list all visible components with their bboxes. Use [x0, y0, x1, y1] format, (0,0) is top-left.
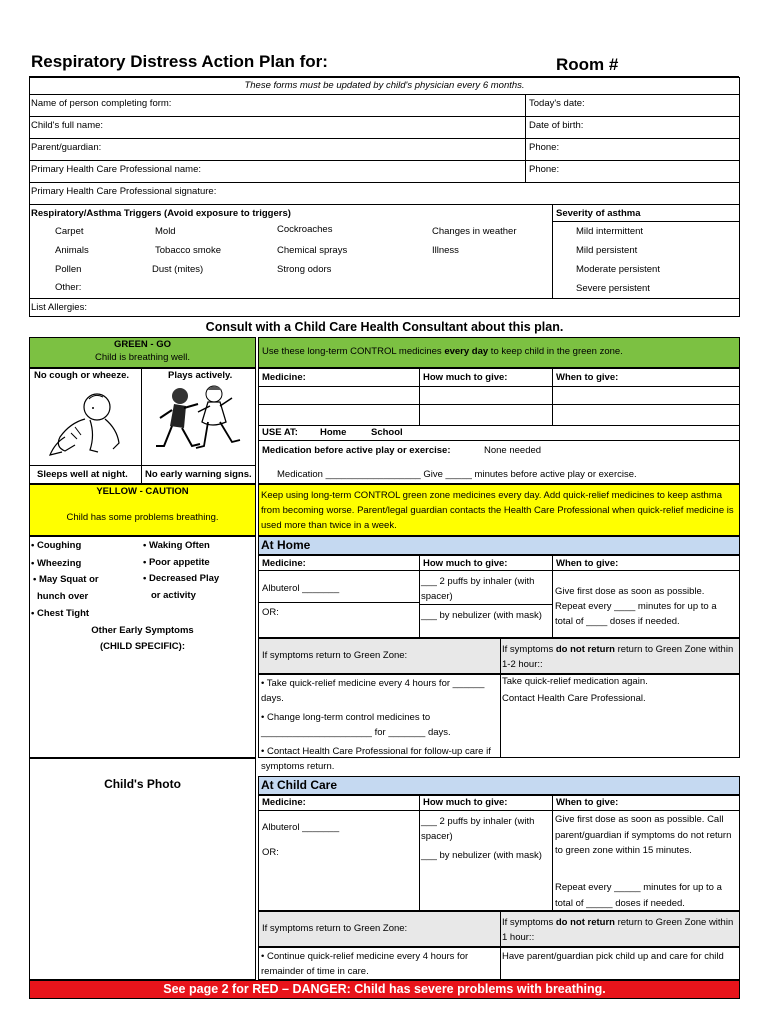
severity-moderate-persistent[interactable]: Moderate persistent: [576, 264, 660, 275]
update-notice: These forms must be updated by child's physician every 6 months.: [244, 80, 525, 91]
trigger-pollen[interactable]: Pollen: [55, 264, 82, 275]
green-control-text: Use these long-term CONTROL medicines every day to keep child in the green zone.: [262, 346, 623, 357]
allergies-field[interactable]: List Allergies:: [31, 302, 87, 313]
child-photo-box[interactable]: [29, 758, 256, 980]
trigger-illness[interactable]: Illness: [432, 245, 459, 256]
todays-date-field[interactable]: Today's date:: [529, 98, 585, 109]
home-nebulizer[interactable]: ___ by nebulizer (with mask): [421, 610, 542, 621]
sleeps-label: Sleeps well at night.: [37, 469, 128, 480]
symptom-hunch: hunch over: [37, 591, 89, 602]
green-howmuch-header: How much to give:: [423, 372, 508, 383]
consult-heading: Consult with a Child Care Health Consultant about this plan.: [205, 320, 564, 334]
trigger-cockroaches[interactable]: Cockroaches: [277, 224, 333, 235]
home-change-control[interactable]: • Change long-term control medicines to _____________________ for _______ days.: [261, 712, 451, 738]
name-completing-field[interactable]: Name of person completing form:: [31, 98, 172, 109]
severity-severe-persistent[interactable]: Severe persistent: [576, 283, 650, 294]
yellow-title: YELLOW - CAUTION: [96, 486, 189, 497]
parent-phone-field[interactable]: Phone:: [529, 142, 560, 153]
home-medicine-header: Medicine:: [262, 558, 306, 569]
symptom-coughing: • Coughing: [31, 540, 82, 551]
trigger-odors[interactable]: Strong odors: [277, 264, 332, 275]
trigger-mold[interactable]: Mold: [155, 226, 176, 237]
no-cough-label: No cough or wheeze.: [34, 370, 130, 381]
care-nebulizer[interactable]: ___ by nebulizer (with mask): [421, 850, 542, 861]
none-needed-option[interactable]: None needed: [484, 445, 542, 456]
phcp-name-field[interactable]: Primary Health Care Professional name:: [31, 164, 202, 175]
room-label: Room #: [556, 55, 619, 74]
use-at-home[interactable]: Home: [320, 427, 347, 438]
no-warning-label: No early warning signs.: [145, 469, 252, 480]
home-puffs[interactable]: ___ 2 puffs by inhaler (with spacer): [421, 576, 535, 602]
symptom-decreased-play: • Decreased Play: [143, 573, 220, 584]
green-medicine-header: Medicine:: [262, 372, 306, 383]
plays-label: Plays actively.: [168, 370, 233, 381]
symptom-wheezing: • Wheezing: [31, 558, 82, 569]
care-first-dose: Give first dose as soon as possible. Call parent/guardian if symptoms do not return to green zone within 15 minutes.: [555, 814, 732, 856]
child-name-field[interactable]: Child's full name:: [31, 120, 104, 131]
dob-field[interactable]: Date of birth:: [529, 120, 584, 131]
trigger-carpet[interactable]: Carpet: [55, 226, 84, 237]
care-howmuch-header: How much to give:: [423, 797, 508, 808]
before-activity-label: Medication before active play or exercise:: [262, 445, 451, 456]
child-photo-label: Child's Photo: [104, 777, 181, 791]
care-puffs[interactable]: ___ 2 puffs by inhaler (with spacer): [421, 816, 535, 842]
care-when-header: When to give:: [556, 797, 619, 808]
green-when-header: When to give:: [556, 372, 619, 383]
home-take-again: Take quick-relief medication again.: [502, 676, 648, 687]
form-title: Respiratory Distress Action Plan for:: [31, 52, 328, 71]
symptom-squat: • May Squat or: [33, 574, 99, 585]
other-early-symptoms: Other Early Symptoms: [91, 625, 194, 636]
home-albuterol[interactable]: Albuterol _______: [262, 583, 340, 594]
green-title: GREEN - GO: [113, 339, 171, 350]
home-if-green-label: If symptoms return to Green Zone:: [262, 650, 408, 661]
care-medicine-header: Medicine:: [262, 797, 306, 808]
home-contact2: Contact Health Care Professional.: [502, 693, 646, 704]
severity-mild-intermittent[interactable]: Mild intermittent: [576, 226, 644, 237]
use-at-label: USE AT:: [262, 427, 298, 438]
red-zone-link[interactable]: See page 2 for RED – DANGER: Child has severe problems with breathing.: [163, 982, 606, 996]
symptom-activity: or activity: [151, 590, 196, 601]
home-contact: • Contact Health Care Professional for follow-up care if symptoms return.: [261, 746, 491, 772]
at-care-title: At Child Care: [261, 778, 338, 792]
medication-before-line[interactable]: Medication __________________ Give _____ minutes before active play or exercise.: [277, 469, 637, 480]
kids-playing-image: [152, 382, 252, 464]
home-take-quick[interactable]: • Take quick-relief medicine every 4 hours for ______ days.: [261, 678, 485, 704]
yellow-subtitle: Child has some problems breathing.: [66, 512, 219, 523]
trigger-other[interactable]: Other:: [55, 282, 82, 293]
triggers-heading: Respiratory/Asthma Triggers (Avoid exposure to triggers): [31, 208, 291, 219]
home-when-header: When to give:: [556, 558, 619, 569]
symptom-appetite: • Poor appetite: [143, 557, 210, 568]
trigger-animals[interactable]: Animals: [55, 245, 89, 256]
care-if-green-label: If symptoms return to Green Zone:: [262, 923, 408, 934]
at-home-header: [258, 536, 740, 555]
care-repeat[interactable]: Repeat every _____ minutes for up to a total of _____ doses if needed.: [555, 882, 722, 909]
trigger-dust[interactable]: Dust (mites): [152, 264, 204, 275]
green-subtitle: Child is breathing well.: [94, 352, 191, 363]
care-albuterol[interactable]: Albuterol _______: [262, 822, 340, 833]
care-pick-up: Have parent/guardian pick child up and care for child: [502, 951, 724, 962]
care-continue: • Continue quick-relief medicine every 4 hours for remainder of time in care.: [261, 951, 469, 977]
yellow-instructions: Keep using long-term CONTROL green zone medicines every day. Add quick-relief medicines to keep asthma from becoming worse. Parent/legal guardian contacts the Health Care Professional when quick-relief medicine is used more than twice in a week.: [261, 490, 734, 531]
home-first-dose[interactable]: Give first dose as soon as possible. Repeat every ____ minutes for up to a total of ____ doses if needed.: [555, 586, 717, 627]
symptom-chest-tight: • Chest Tight: [31, 608, 90, 619]
phcp-phone-field[interactable]: Phone:: [529, 164, 560, 175]
crawling-baby-image: [35, 385, 135, 465]
care-if-not-label: If symptoms do not return return to Green Zone within 1 hour::: [502, 917, 734, 943]
symptom-waking: • Waking Often: [143, 540, 210, 551]
home-or: OR:: [262, 607, 279, 618]
at-home-title: At Home: [261, 538, 311, 552]
trigger-chemical[interactable]: Chemical sprays: [277, 245, 348, 256]
home-if-not-label: If symptoms do not return return to Green Zone within 1-2 hour::: [502, 644, 734, 670]
trigger-tobacco[interactable]: Tobacco smoke: [155, 245, 222, 256]
severity-mild-persistent[interactable]: Mild persistent: [576, 245, 638, 256]
home-howmuch-header: How much to give:: [423, 558, 508, 569]
trigger-weather[interactable]: Changes in weather: [432, 226, 517, 237]
severity-heading: Severity of asthma: [556, 208, 641, 219]
use-at-school[interactable]: School: [371, 427, 403, 438]
phcp-signature-field[interactable]: Primary Health Care Professional signature:: [31, 186, 217, 197]
care-or: OR:: [262, 847, 279, 858]
child-specific-label[interactable]: (CHILD SPECIFIC):: [100, 641, 185, 652]
parent-field[interactable]: Parent/guardian:: [31, 142, 102, 153]
